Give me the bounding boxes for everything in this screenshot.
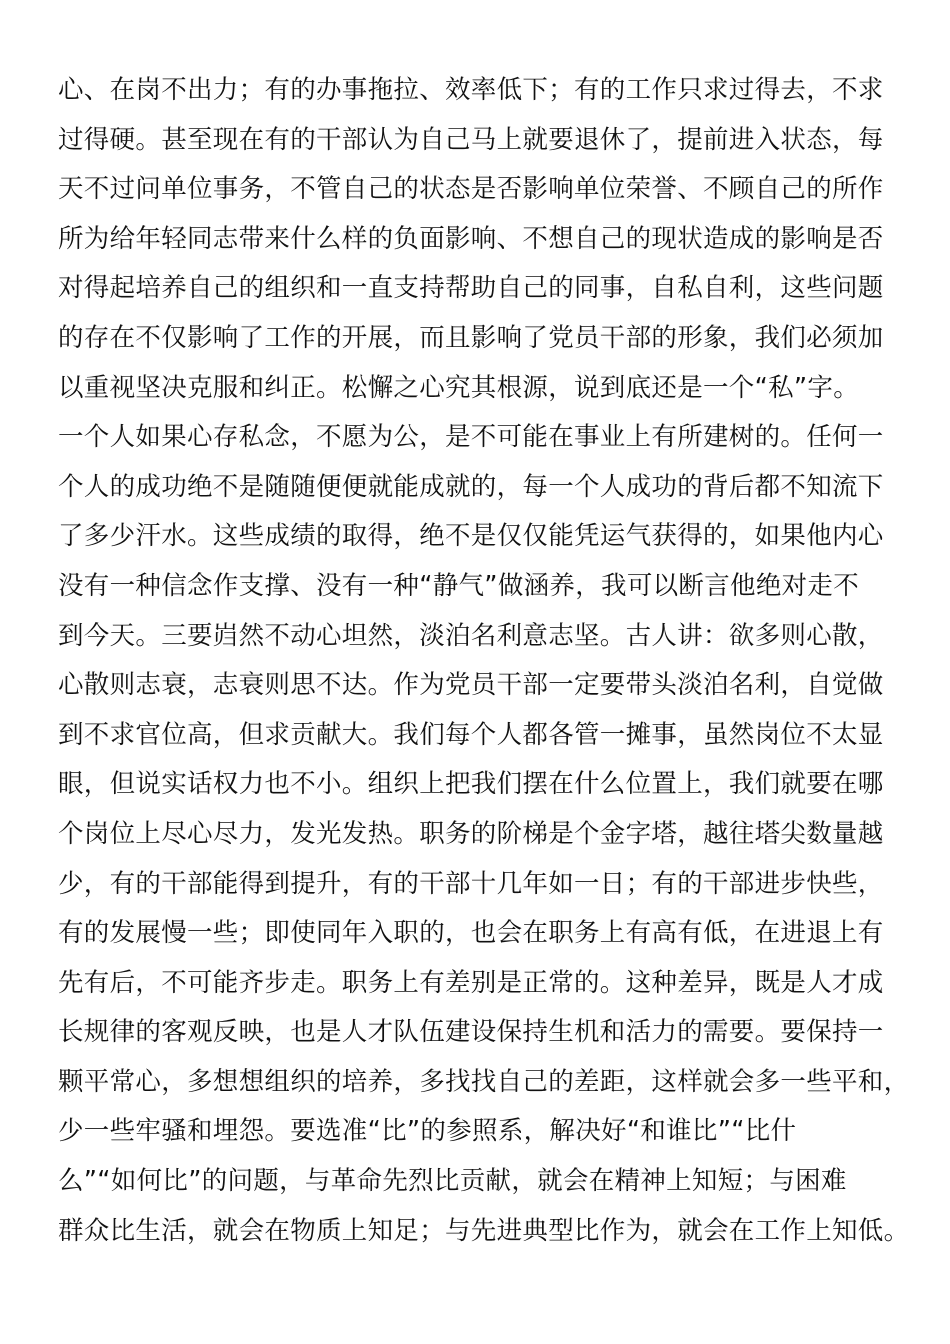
text-line: 少一些牢骚和埋怨。要选准“比”的参照系，解决好“和谁比”“比什: [58, 1116, 797, 1147]
text-line: 个人的成功绝不是随随便便就能成就的，每一个人成功的背后都不知流下: [58, 471, 884, 502]
text-line: 心散则志衰，志衰则思不达。作为党员干部一定要带头淡泊名利，自觉做: [58, 670, 884, 701]
text-line: 群众比生活，就会在物质上知足；与先进典型比作为，就会在工作上知低。: [58, 1215, 910, 1246]
text-line: 颗平常心，多想想组织的培养，多找找自己的差距，这样就会多一些平和，: [58, 1066, 910, 1097]
text-line: 个岗位上尽心尽力，发光发热。职务的阶梯是个金字塔，越往塔尖数量越: [58, 818, 884, 849]
text-line: 先有后，不可能齐步走。职务上有差别是正常的。这种差异，既是人才成: [58, 967, 884, 998]
text-line: 所为给年轻同志带来什么样的负面影响、不想自己的现状造成的影响是否: [58, 223, 884, 254]
text-line: 了多少汗水。这些成绩的取得，绝不是仅仅能凭运气获得的，如果他内心: [58, 521, 884, 552]
text-line: 心、在岗不出力；有的办事拖拉、效率低下；有的工作只求过得去，不求: [58, 75, 884, 105]
text-line: 没有一种信念作支撑、没有一种“静气”做涵养，我可以断言他绝对走不: [58, 570, 860, 601]
text-line: 眼，但说实话权力也不小。组织上把我们摆在什么位置上，我们就要在哪: [58, 769, 884, 800]
text-line: 有的发展慢一些；即使同年入职的，也会在职务上有高有低，在进退上有: [58, 918, 884, 949]
text-line: 到今天。三要岿然不动心坦然，淡泊名利意志坚。古人讲：欲多则心散，: [58, 620, 884, 651]
text-line: 的存在不仅影响了工作的开展，而且影响了党员干部的形象，我们必须加: [58, 322, 884, 353]
text-line: 到不求官位高，但求贡献大。我们每个人都各管一摊事，虽然岗位不太显: [58, 719, 884, 750]
text-line: 过得硬。甚至现在有的干部认为自己马上就要退休了，提前进入状态，每: [58, 124, 884, 155]
text-line: 少，有的干部能得到提升，有的干部十几年如一日；有的干部进步快些，: [58, 868, 884, 899]
text-line: 对得起培养自己的组织和一直支持帮助自己的同事，自私自利，这些问题: [58, 273, 884, 304]
body-text: [58, 66, 910, 1256]
text-line: 天不过问单位事务，不管自己的状态是否影响单位荣誉、不顾自己的所作: [58, 174, 884, 205]
text-line: 么”“如何比”的问题，与革命先烈比贡献，就会在精神上知短；与困难: [58, 1166, 847, 1197]
text-line: 以重视坚决克服和纠正。松懈之心究其根源，说到底还是一个“私”字。: [58, 372, 860, 403]
text-line: 一个人如果心存私念，不愿为公，是不可能在事业上有所建树的。任何一: [58, 422, 884, 453]
text-line: 长规律的客观反映，也是人才队伍建设保持生机和活力的需要。要保持一: [58, 1017, 884, 1048]
